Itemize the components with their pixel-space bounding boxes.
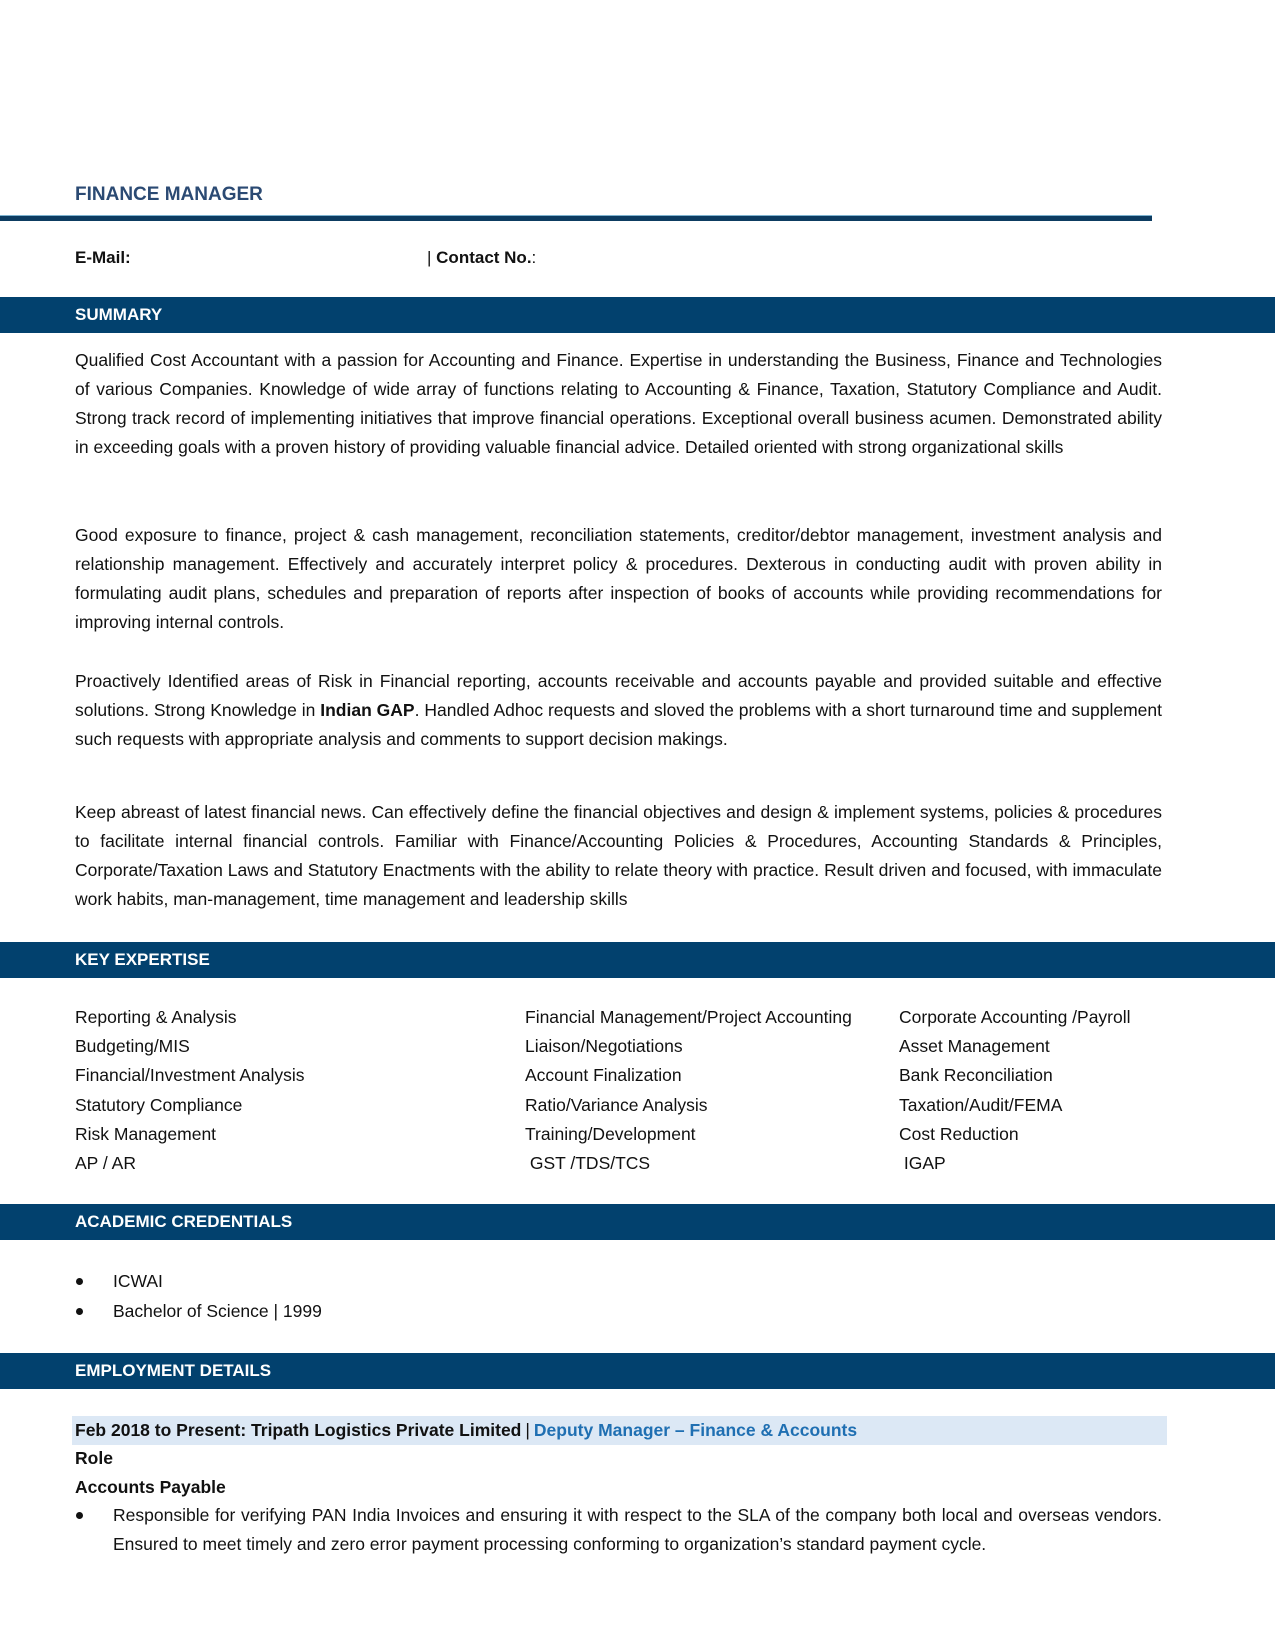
expertise-item: Account Finalization xyxy=(525,1065,682,1086)
expertise-item: Cost Reduction xyxy=(899,1123,1019,1144)
academic-item xyxy=(75,1296,1165,1326)
expertise-item: AP / AR xyxy=(75,1153,136,1174)
expertise-item: Reporting & Analysis xyxy=(75,1007,237,1027)
expertise-item: Taxation/Audit/FEMA xyxy=(899,1094,1063,1115)
academic-list xyxy=(75,1266,1165,1326)
email-label xyxy=(75,248,131,268)
expertise-item: Liaison/Negotiations xyxy=(525,1036,683,1057)
section-band-summary xyxy=(0,297,1275,333)
job-period-company: Feb 2018 to Present: Tripath Logistics Private Limited xyxy=(75,1420,522,1440)
section-heading-academic: ACADEMIC CREDENTIALS xyxy=(75,1212,293,1231)
job-area-label: Accounts Payable xyxy=(75,1477,226,1497)
contact-line xyxy=(75,248,1175,270)
contact-colon: : xyxy=(531,248,537,267)
expertise-item: Bank Reconciliation xyxy=(899,1065,1053,1086)
job-duty-item xyxy=(75,1501,1162,1559)
summary-paragraph-3 xyxy=(75,667,1162,754)
expertise-item: GST /TDS/TCS xyxy=(525,1153,651,1174)
summary-paragraph-3-end: . Handled Adhoc requests and sloved the problems with a short turnaround time and supplement such requests with appropriate analysis and comments to support decision makings. xyxy=(75,700,1163,749)
academic-item-text: Bachelor of Science | 1999 xyxy=(113,1301,322,1321)
academic-item-text: ICWAI xyxy=(113,1271,163,1291)
resume-title: FINANCE MANAGER xyxy=(75,184,263,205)
expertise-item: Ratio/Variance Analysis xyxy=(525,1094,708,1115)
section-heading-summary: SUMMARY xyxy=(75,305,163,324)
summary-paragraph-4: Keep abreast of latest financial news. Can effectively define the financial objectives and design & implement systems, policies & procedures to facilitate internal financial controls. Familiar with Finance/Accounting Policies & Procedures, Accounting Standards & Principles, Corporate/Taxation Laws and Statutory Enactments with the ability to relate theory with practice. Result driven and focused, with immaculate work habits, man-management, time management and leadership skills xyxy=(75,802,1162,909)
job-role-label: Role xyxy=(75,1448,113,1468)
expertise-item: Asset Management xyxy=(899,1036,1050,1057)
expertise-item: Training/Development xyxy=(525,1123,696,1144)
contact-label-text: Contact No. xyxy=(436,248,532,267)
bullet-icon xyxy=(76,1512,83,1519)
expertise-item: Budgeting/MIS xyxy=(75,1036,190,1057)
summary-paragraph-2: Good exposure to finance, project & cash management, reconciliation statements, creditor/debtor management, investment analysis and relationship management. Effectively and accurately interpret policy & procedures. Dexterous in conducting audit with proven ability in formulating audit plans, schedules and preparation of reports after inspection of books of accounts while providing recommendations for improving internal controls. xyxy=(75,525,1162,632)
expertise-item: Financial Management/Project Accounting xyxy=(525,1007,852,1027)
summary-bold-term: Indian GAP xyxy=(320,700,415,720)
expertise-column-2 xyxy=(525,1003,852,1178)
email-label-text: E-Mail: xyxy=(75,248,131,267)
academic-item xyxy=(75,1266,1165,1296)
title-divider xyxy=(0,215,1152,221)
expertise-column-1 xyxy=(75,1003,305,1178)
contact-separator: | xyxy=(427,248,432,267)
expertise-item: Corporate Accounting /Payroll xyxy=(899,1007,1131,1027)
summary-paragraph-1: Qualified Cost Accountant with a passion for Accounting and Finance. Expertise in understanding the Business, Finance and Technologies of various Companies. Knowledge of wide array of functions relating to Accounting & Finance, Taxation, Statutory Compliance and Audit. Strong track record of implementing initiatives that improve financial operations. Exceptional overall business acumen. Demonstrated ability in exceeding goals with a proven history of providing valuable financial advice. Detailed oriented with strong organizational skills xyxy=(75,350,1162,457)
job-header xyxy=(72,1416,1167,1445)
section-band-key-expertise xyxy=(0,942,1275,978)
bullet-icon xyxy=(76,1308,83,1315)
bullet-icon xyxy=(76,1278,83,1285)
contact-label xyxy=(427,248,536,268)
expertise-item: IGAP xyxy=(899,1153,946,1174)
expertise-item: Risk Management xyxy=(75,1123,217,1144)
section-band-employment xyxy=(0,1353,1275,1389)
job-separator: | xyxy=(525,1420,530,1440)
job-duty-text: Responsible for verifying PAN India Invoices and ensuring it with respect to the SLA of the company both local and overseas vendors. Ensured to meet timely and zero error payment processing conforming to organization’s standard payment cycle. xyxy=(113,1505,1162,1554)
section-heading-key-expertise: KEY EXPERTISE xyxy=(75,950,210,969)
summary-paragraph-3-start: Proactively Identified areas of Risk in Financial reporting, accounts receivable and accounts payable and provided suitable and effective solutions. Strong Knowledge in xyxy=(75,671,1162,720)
section-band-academic xyxy=(0,1204,1275,1240)
section-heading-employment: EMPLOYMENT DETAILS xyxy=(75,1361,272,1380)
expertise-item: Financial/Investment Analysis xyxy=(75,1065,305,1086)
expertise-item: Statutory Compliance xyxy=(75,1094,243,1115)
job-position: Deputy Manager – Finance & Accounts xyxy=(533,1420,858,1440)
expertise-column-3 xyxy=(899,1003,1131,1178)
